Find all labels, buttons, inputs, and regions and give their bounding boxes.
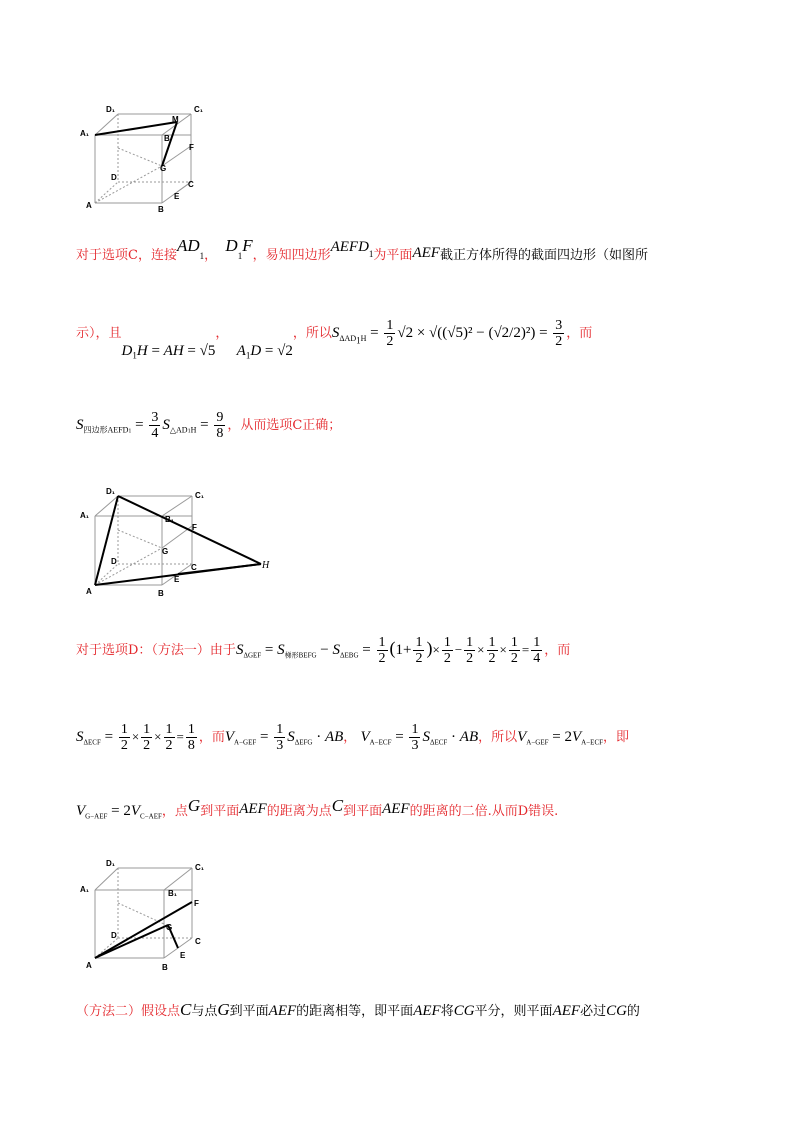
label-B: B xyxy=(158,589,164,597)
cube-figure-1 xyxy=(78,100,218,215)
label-D1: D₁ xyxy=(106,105,116,114)
label-B1: B₁ xyxy=(168,889,178,898)
label-E: E xyxy=(174,575,180,584)
label-D1: D₁ xyxy=(106,859,116,868)
label-G: G xyxy=(162,547,169,556)
label-B: B xyxy=(162,963,168,972)
label-E: E xyxy=(180,951,186,960)
label-F: F xyxy=(189,143,194,152)
option-d-line-3: $V_{G-AEF} = 2V_{C-AEF}$，点G到平面AEF的距离为点C到平面AEF的距离的二倍.从而D错误. xyxy=(76,796,559,821)
label-A: A xyxy=(86,201,92,210)
method-two-line: （方法二）假设点C与点G到平面AEF的距离相等，即平面AEF将CG平分，则平面AEF必过CG的 xyxy=(76,1000,640,1019)
label-B1: B₁ xyxy=(165,515,175,524)
option-d-line-2: $S_{\Delta ECF}$ = $\frac{1}{2}$ × $\frac{1}{2}$ × $\frac{1}{2}$ = $\frac{1}{8}$ ，而$V_{A-GEF}$ = $\frac{1}{3}$ $S_{\Delta EFG}$ · AB， $V_{A-ECF}$ = $\frac{1}{3}$ $S_{\Delta ECF}$ · AB，所以$V_{A-GEF} = 2V_{A-ECF}$，即 xyxy=(76,722,630,753)
option-d-line-1: 对于选项D：（方法一）由于$S_{\Delta GEF} = S_{梯形BEFG} - S_{\Delta EBG}$ = $\frac{1}{2}$ (1+ $\frac{1}{2}$ )× $\frac{1}{2}$ − $\frac{1}{2}$ × $\frac{1}{2}$ × $\frac{1}{2}$ = $\frac{1}{4}$ ，而 xyxy=(76,635,571,666)
option-c-line-1: 对于选项C，连接$AD_1$， $D_1F$，易知四边形$AEFD_1$为平面AEF截正方体所得的截面四边形（如图所 xyxy=(76,236,648,263)
label-B1: B xyxy=(164,134,170,143)
label-C: C xyxy=(188,180,194,189)
label-G: G xyxy=(166,923,173,932)
label-B: B xyxy=(158,205,164,214)
label-G: G xyxy=(160,164,167,173)
label-C1: C₁ xyxy=(195,863,205,872)
label-M: M xyxy=(172,115,179,124)
label-D: D xyxy=(111,931,117,940)
label-E: E xyxy=(174,192,180,201)
label-D: D xyxy=(111,557,117,566)
label-A1: A₁ xyxy=(80,129,90,138)
cube-figure-3 xyxy=(78,858,218,973)
cube-figure-2 xyxy=(78,482,288,597)
label-C1: C₁ xyxy=(194,105,204,114)
label-C: C xyxy=(191,563,197,572)
option-c-line-2: 示），且$D_1H$ = AH = √5， $A_1D = √2$，所以$S_{\Delta AD_1H}$ = $\frac{1}{2}$ √2 × √((√5)² − (√2/2)²) = $\frac{3}{2}$ ，而 xyxy=(76,318,593,361)
label-H: H xyxy=(262,560,270,571)
label-C: C xyxy=(195,937,201,946)
label-D: D xyxy=(111,173,117,182)
label-D1: D₁ xyxy=(106,487,116,496)
label-A1: A₁ xyxy=(80,885,90,894)
label-A1: A₁ xyxy=(80,511,90,520)
label-F: F xyxy=(194,899,199,908)
label-C1: C₁ xyxy=(195,491,205,500)
label-A: A xyxy=(86,961,92,970)
label-F: F xyxy=(192,523,197,532)
label-A: A xyxy=(86,587,92,596)
option-c-line-3: $S_{四边形AEFD1}$ = $\frac{3}{4}$ $S_{\triangle AD1H}$ = $\frac{9}{8}$ ，从而选项C正确； xyxy=(76,410,342,441)
